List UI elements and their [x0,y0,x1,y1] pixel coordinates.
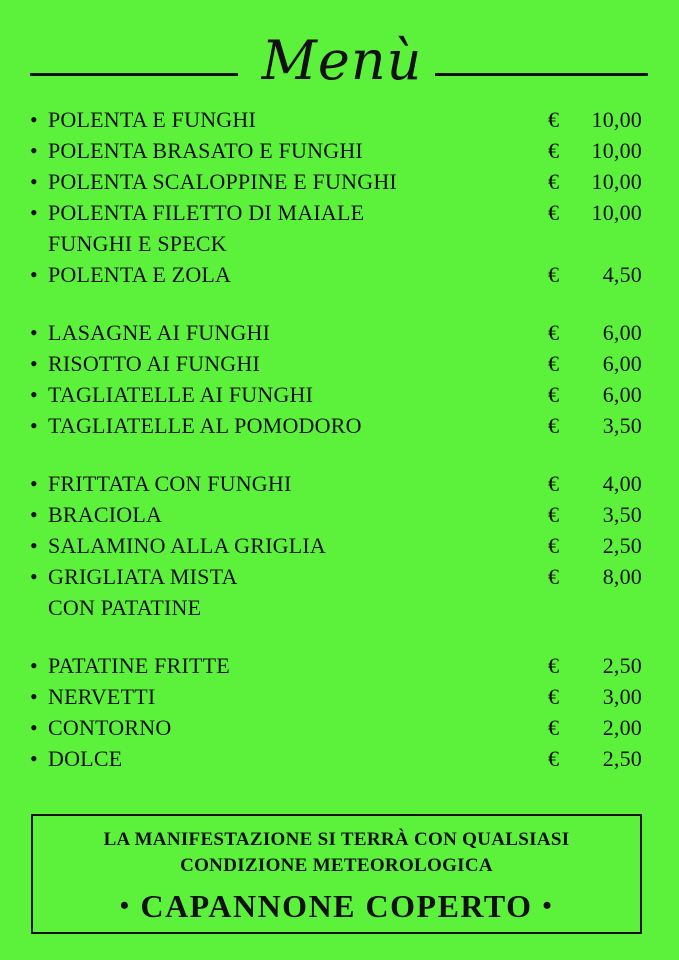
currency-symbol: € [548,382,560,407]
menu-item-price [548,166,642,197]
header-rule-right [435,73,648,76]
menu-item [30,681,642,712]
menu-item-name: CONTORNO [48,715,172,740]
price-value: 2,50 [602,653,642,678]
menu-item-name: NERVETTI [48,684,156,709]
menu-item-name: PATATINE FRITTE [48,653,230,678]
menu-item [30,379,642,410]
bullet-icon: • [30,138,38,163]
menu-item-price [548,499,642,530]
menu-item-price [548,743,642,774]
currency-symbol: € [548,684,560,709]
bullet-icon: • [30,653,38,678]
currency-symbol: € [548,320,560,345]
price-value: 3,50 [602,413,642,438]
currency-symbol: € [548,653,560,678]
menu-item-name: RISOTTO AI FUNGHI [48,351,261,376]
bullet-icon: • [119,891,131,920]
price-value: 4,00 [602,471,642,496]
currency-symbol: € [548,715,560,740]
currency-symbol: € [548,200,560,225]
price-value: 10,00 [591,200,642,225]
bullet-icon: • [30,684,38,709]
menu-item-name: FUNGHI E SPECK [48,231,227,256]
menu-item [30,468,642,499]
menu-item [30,104,642,135]
bullet-icon: • [30,351,38,376]
menu-item [30,259,642,290]
page-title: Menù [261,29,423,92]
menu-item [30,499,642,530]
menu-item-name: POLENTA E ZOLA [48,262,232,287]
currency-symbol: € [548,502,560,527]
menu-item-name: GRIGLIATA MISTA [48,564,238,589]
menu-item-price [548,317,642,348]
price-value: 6,00 [602,351,642,376]
menu-item-price [548,712,642,743]
price-value: 2,00 [602,715,642,740]
notice-line-2: CONDIZIONE METEOROLOGICA [180,855,493,876]
currency-symbol: € [548,107,560,132]
currency-symbol: € [548,746,560,771]
notice-line-1: LA MANIFESTAZIONE SI TERRÀ CON QUALSIASI [103,829,570,850]
menu-item [30,712,642,743]
bullet-icon: • [30,471,38,496]
menu-item-price [548,259,642,290]
price-value: 6,00 [602,382,642,407]
price-value: 2,50 [602,746,642,771]
menu-item-name: POLENTA BRASATO E FUNGHI [48,138,363,163]
bullet-icon: • [30,746,38,771]
currency-symbol: € [548,138,560,163]
bullet-icon: • [30,382,38,407]
menu-item-name: POLENTA E FUNGHI [48,107,256,132]
menu-item [30,317,642,348]
menu-item [30,135,642,166]
menu-item [30,743,642,774]
bullet-icon: • [30,200,38,225]
bullet-icon: • [30,320,38,345]
notice-box [31,814,642,934]
menu-item-name: TAGLIATELLE AL POMODORO [48,413,362,438]
currency-symbol: € [548,533,560,558]
menu-item-name: TAGLIATELLE AI FUNGHI [48,382,314,407]
menu-item-price [548,410,642,441]
menu-item-price [548,135,642,166]
bullet-icon: • [30,502,38,527]
menu-item-price [548,468,642,499]
bullet-icon: • [30,564,38,589]
menu-item-name: CON PATATINE [48,595,202,620]
menu-item-name: DOLCE [48,746,123,771]
menu-item-price [548,379,642,410]
menu-item-name: FRITTATA CON FUNGHI [48,471,292,496]
notice-headline [33,884,640,928]
currency-symbol: € [548,413,560,438]
price-value: 10,00 [591,169,642,194]
menu-item-name: POLENTA SCALOPPINE E FUNGHI [48,169,397,194]
bullet-icon: • [30,715,38,740]
menu-item [30,166,642,197]
menu-item-name: SALAMINO ALLA GRIGLIA [48,533,326,558]
menu-list [30,104,642,774]
price-value: 3,50 [602,502,642,527]
menu-item-name: BRACIOLA [48,502,163,527]
price-value: 2,50 [602,533,642,558]
currency-symbol: € [548,262,560,287]
bullet-icon: • [30,169,38,194]
bullet-icon: • [30,533,38,558]
price-value: 4,50 [602,262,642,287]
menu-item [30,561,642,623]
menu-item-name: POLENTA FILETTO DI MAIALE [48,200,365,225]
currency-symbol: € [548,351,560,376]
bullet-icon: • [30,107,38,132]
price-value: 10,00 [591,138,642,163]
menu-header [30,26,648,100]
menu-item-price [548,561,642,592]
price-value: 6,00 [602,320,642,345]
menu-item-price [548,530,642,561]
currency-symbol: € [548,564,560,589]
price-value: 10,00 [591,107,642,132]
menu-item-price [548,681,642,712]
menu-item-price [548,348,642,379]
menu-item-name: LASAGNE AI FUNGHI [48,320,271,345]
price-value: 3,00 [602,684,642,709]
notice-headline-text: CAPANNONE COPERTO [140,888,533,924]
bullet-icon: • [542,891,554,920]
bullet-icon: • [30,413,38,438]
menu-item [30,410,642,441]
menu-item-price [548,197,642,228]
price-value: 8,00 [602,564,642,589]
menu-item [30,530,642,561]
header-rule-left [30,73,238,76]
currency-symbol: € [548,169,560,194]
menu-item-price [548,650,642,681]
menu-item [30,650,642,681]
currency-symbol: € [548,471,560,496]
menu-item [30,348,642,379]
menu-item [30,197,642,259]
bullet-icon: • [30,262,38,287]
menu-item-price [548,104,642,135]
